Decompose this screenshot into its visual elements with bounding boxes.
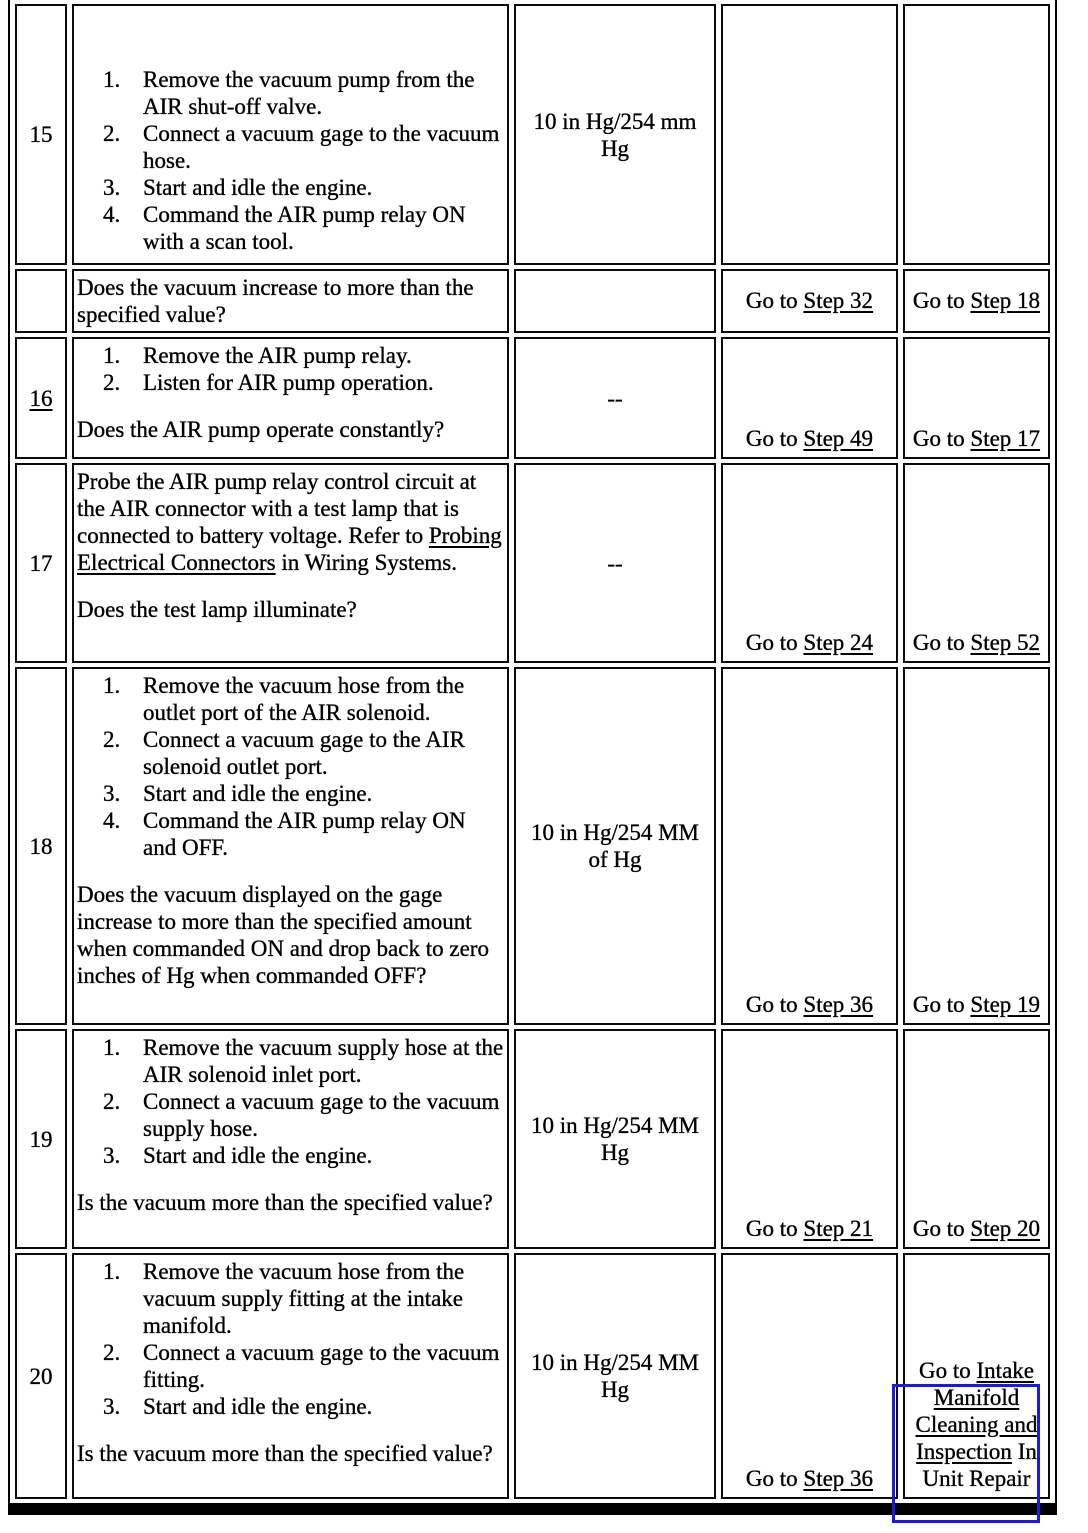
no-cell [903,463,1050,663]
action-item: Remove the vacuum hose from the vacuum supply fitting at the intake manifold. [143,1259,465,1338]
action-item: Connect a vacuum gage to the AIR solenoid outlet port. [143,727,465,779]
question-text: Does the test lamp illuminate? [77,597,357,622]
action-list [77,1258,504,1420]
go-to-text: Go to [745,426,804,451]
action-item: Start and idle the engine. [143,175,373,200]
question-text: Does the AIR pump operate constantly? [77,417,445,442]
no-cell [903,1029,1050,1249]
action-cell [72,4,509,265]
step-cell [15,463,67,663]
action-item: Connect a vacuum gage to the vacuum fitting. [143,1340,500,1392]
focus-rectangle [892,1384,1040,1523]
value-cell [514,463,716,663]
go-to-text: Go to [745,630,804,655]
step-number[interactable]: 16 [29,385,53,411]
action-item: Start and idle the engine. [143,1394,373,1419]
step-number: 17 [29,550,53,576]
value-cell [514,337,716,459]
go-to-text: Go to [912,1216,971,1241]
action-item: Remove the vacuum hose from the outlet port of the AIR solenoid. [143,673,465,725]
step-number: 18 [29,833,53,859]
go-to-text: Go to [745,1216,804,1241]
value-text: 10 in Hg/254 MM Hg [530,1350,700,1402]
go-to-link[interactable]: Step 17 [970,426,1041,451]
action-item: Command the AIR pump relay ON with a scan tool. [143,202,466,254]
go-to-text: Go to [745,287,804,313]
go-to-link[interactable]: Intake Manifold Cleaning and Inspection [915,1358,1038,1464]
no-cell [903,4,1050,265]
action-list [77,342,504,396]
table-row-step-15 [15,4,1050,265]
step-cell [15,269,67,333]
table-row-step-19 [15,1029,1050,1249]
action-item: Connect a vacuum gage to the vacuum hose. [143,121,500,173]
go-to-link[interactable]: Step 24 [803,630,874,655]
value-cell [514,4,716,265]
action-list [77,672,504,861]
go-to-link[interactable]: Step 21 [803,1216,874,1241]
action-item: Remove the AIR pump relay. [143,343,412,368]
action-cell [72,463,509,663]
table-row-step-18 [15,667,1050,1025]
step-cell [15,1029,67,1249]
action-cell [72,667,509,1025]
question-text: Is the vacuum more than the specified value? [77,1190,493,1215]
value-cell [514,269,716,333]
yes-cell [721,269,898,333]
go-to-text: Go to [919,1358,977,1383]
go-to-link[interactable]: Step 19 [970,992,1041,1017]
value-text: -- [607,550,623,576]
value-text: 10 in Hg/254 mm Hg [533,108,697,161]
go-to-link[interactable]: Step 18 [970,287,1041,313]
instruction-paragraph [77,468,504,576]
question-text: Does the vacuum displayed on the gage increase to more than the specified amount when commanded ON and drop back to zero inches of Hg when commanded OFF? [77,882,489,988]
go-to-link[interactable]: Step 20 [970,1216,1041,1241]
go-to-link[interactable]: Step 36 [803,1466,874,1491]
action-item: Connect a vacuum gage to the vacuum supply hose. [143,1089,500,1141]
question-text: Is the vacuum more than the specified value? [77,1441,493,1466]
no-cell [903,269,1050,333]
yes-cell [721,1029,898,1249]
step-number: 20 [29,1363,53,1389]
action-item: Start and idle the engine. [143,781,373,806]
step-cell [15,667,67,1025]
yes-cell [721,463,898,663]
value-text: -- [607,385,623,411]
action-list [77,1034,504,1169]
go-to-link[interactable]: Step 32 [803,287,874,313]
go-to-text: Go to [912,992,971,1017]
go-to-text: Go to [745,1466,804,1491]
go-to-link[interactable]: Step 36 [803,992,874,1017]
instruction-text: Probe the AIR pump relay control circuit at the AIR connector with a test lamp that is connected to battery voltage. Refer to [77,469,477,548]
go-to-link[interactable]: Step 49 [803,426,874,451]
go-to-text: In Unit Repair [922,1439,1037,1491]
step-number: 15 [29,122,53,147]
yes-cell [721,337,898,459]
diagnostic-table-body [15,4,1050,1499]
no-cell [903,337,1050,459]
diagnostic-table-page [8,0,1057,1515]
action-item: Remove the vacuum supply hose at the AIR solenoid inlet port. [143,1035,504,1087]
table-row-step-17 [15,463,1050,663]
go-to-text: Go to [912,630,971,655]
instruction-text: in Wiring Systems. [275,550,458,575]
action-item: Command the AIR pump relay ON and OFF. [143,808,466,860]
value-text: 10 in Hg/254 MM of Hg [530,820,700,872]
action-item: Listen for AIR pump operation. [143,370,434,395]
step-cell [15,1253,67,1499]
action-item: Remove the vacuum pump from the AIR shut-off valve. [143,67,475,119]
instruction-link[interactable]: Probing Electrical Connectors [77,523,502,575]
go-to-link[interactable]: Step 52 [970,630,1041,655]
yes-cell [721,1253,898,1499]
action-cell [72,337,509,459]
go-to-text: Go to [912,287,971,313]
action-cell [72,1253,509,1499]
question-cell [72,269,509,333]
diagnostic-table [8,0,1057,1515]
step-cell [15,337,67,459]
value-cell [514,667,716,1025]
no-cell [903,667,1050,1025]
table-row-step-15-question [15,269,1050,333]
table-row-step-16 [15,337,1050,459]
value-text: 10 in Hg/254 MM Hg [530,1113,700,1165]
go-to-text: Go to [745,992,804,1017]
yes-cell [721,4,898,265]
action-item: Start and idle the engine. [143,1143,373,1168]
action-list [77,66,504,255]
step-number: 19 [29,1126,53,1152]
action-cell [72,1029,509,1249]
value-cell [514,1253,716,1499]
yes-cell [721,667,898,1025]
step-cell [15,4,67,265]
question-text: Does the vacuum increase to more than the specified value? [77,275,474,327]
value-cell [514,1029,716,1249]
go-to-text: Go to [912,426,971,451]
